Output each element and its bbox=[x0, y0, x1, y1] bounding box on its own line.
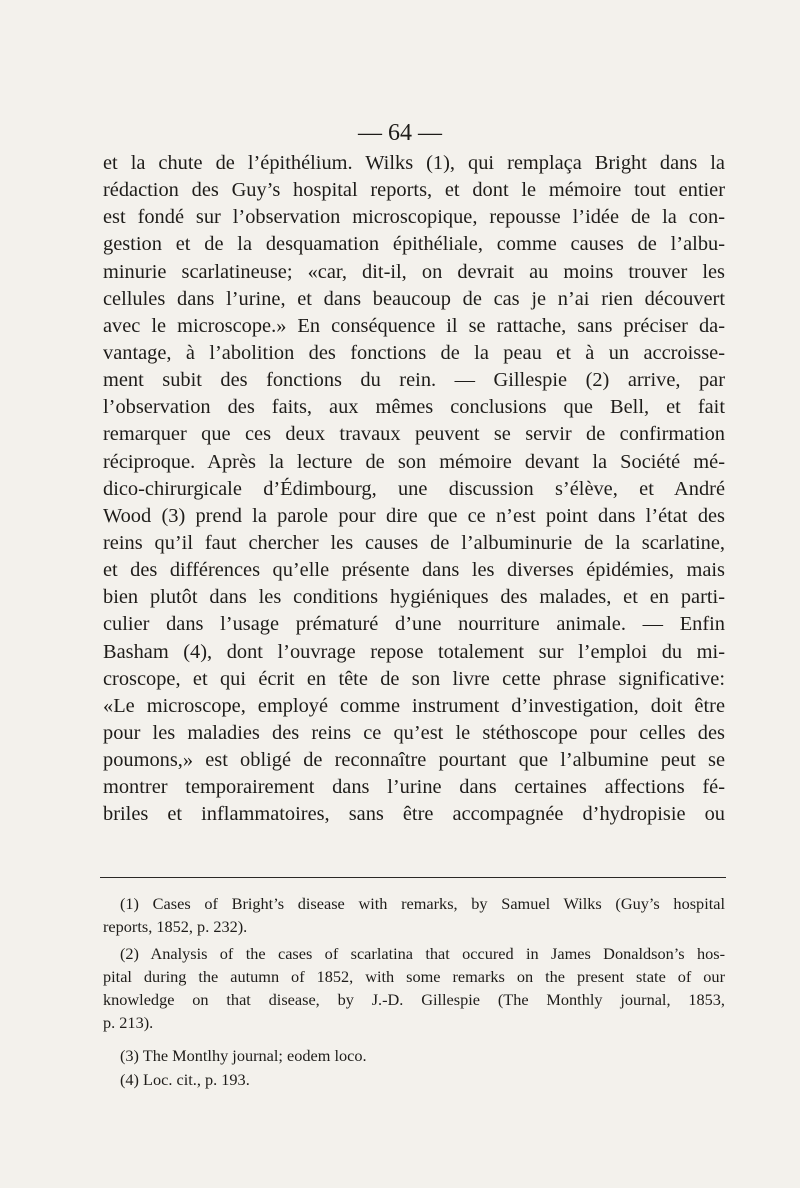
footnote-3 bbox=[103, 1044, 725, 1067]
footnote-4 bbox=[103, 1068, 725, 1091]
text-line: reins qu’il faut chercher les causes de l’albuminurie de la scarlatine, bbox=[103, 531, 725, 554]
footnote-line: (2) Analysis of the cases of scarlatina that occured in James Donaldson’s hos- bbox=[120, 944, 725, 963]
text-line: Basham (4), dont l’ouvrage repose totalement sur l’emploi du mi- bbox=[103, 640, 725, 663]
text-line: remarquer que ces deux travaux peuvent se servir de confirmation bbox=[103, 423, 725, 446]
text-line: briles et inflammatoires, sans être accompagnée d’hydropisie ou bbox=[103, 803, 725, 826]
text-line: l’observation des faits, aux mêmes conclusions que Bell, et fait bbox=[103, 396, 725, 419]
text-line: montrer temporairement dans l’urine dans certaines affections fé- bbox=[103, 776, 725, 799]
text-line: «Le microscope, employé comme instrument d’investigation, doit être bbox=[103, 694, 725, 717]
text-line: vantage, à l’abolition des fonctions de la peau et à un accroisse- bbox=[103, 341, 725, 364]
footnote-line: pital during the autumn of 1852, with some remarks on the present state of our bbox=[103, 967, 725, 986]
footnote-line: p. 213). bbox=[103, 1013, 154, 1032]
text-line: croscope, et qui écrit en tête de son livre cette phrase significative: bbox=[103, 667, 725, 690]
main-text bbox=[103, 150, 725, 829]
footnote-line: (4) Loc. cit., p. 193. bbox=[120, 1070, 250, 1089]
text-line: rédaction des Guy’s hospital reports, et dont le mémoire tout entier bbox=[103, 179, 725, 202]
text-line: réciproque. Après la lecture de son mémoire devant la Société mé- bbox=[103, 450, 725, 473]
text-line: ment subit des fonctions du rein. — Gillespie (2) arrive, par bbox=[103, 369, 725, 392]
footnote-line: (3) The Montlhy journal; eodem loco. bbox=[120, 1046, 367, 1065]
text-line: Wood (3) prend la parole pour dire que ce n’est point dans l’état des bbox=[103, 504, 725, 527]
text-line: dico-chirurgicale d’Édimbourg, une discussion s’élève, et André bbox=[103, 477, 725, 500]
text-line: pour les maladies des reins ce qu’est le stéthoscope pour celles des bbox=[103, 721, 725, 744]
text-line: avec le microscope.» En conséquence il se rattache, sans préciser da- bbox=[103, 314, 725, 337]
footnote-divider bbox=[100, 877, 726, 878]
text-line: cellules dans l’urine, et dans beaucoup de cas je n’ai rien découvert bbox=[103, 287, 725, 310]
footnote-2 bbox=[103, 942, 725, 1034]
footnote-1 bbox=[103, 892, 725, 938]
text-line: gestion et de la desquamation épithéliale, comme causes de l’albu- bbox=[103, 233, 725, 256]
footnote-line: (1) Cases of Bright’s disease with remarks, by Samuel Wilks (Guy’s hospital bbox=[120, 894, 725, 913]
text-line: bien plutôt dans les conditions hygiéniques des malades, et en parti- bbox=[103, 586, 725, 609]
text-line: poumons,» est obligé de reconnaître pourtant que l’albumine peut se bbox=[103, 749, 725, 772]
text-line: et des différences qu’elle présente dans les diverses épidémies, mais bbox=[103, 559, 725, 582]
page-number: — 64 — bbox=[358, 120, 442, 146]
footnote-line: reports, 1852, p. 232). bbox=[103, 917, 248, 936]
text-line: culier dans l’usage prématuré d’une nourriture animale. — Enfin bbox=[103, 613, 725, 636]
text-line: minurie scarlatineuse; «car, dit-il, on devrait au moins trouver les bbox=[103, 260, 725, 283]
footnote-line: knowledge on that disease, by J.-D. Gillespie (The Monthly journal, 1853, bbox=[103, 990, 725, 1009]
text-line: et la chute de l’épithélium. Wilks (1), qui remplaça Bright dans la bbox=[103, 152, 725, 174]
text-line: est fondé sur l’observation microscopique, repousse l’idée de la con- bbox=[103, 206, 725, 229]
